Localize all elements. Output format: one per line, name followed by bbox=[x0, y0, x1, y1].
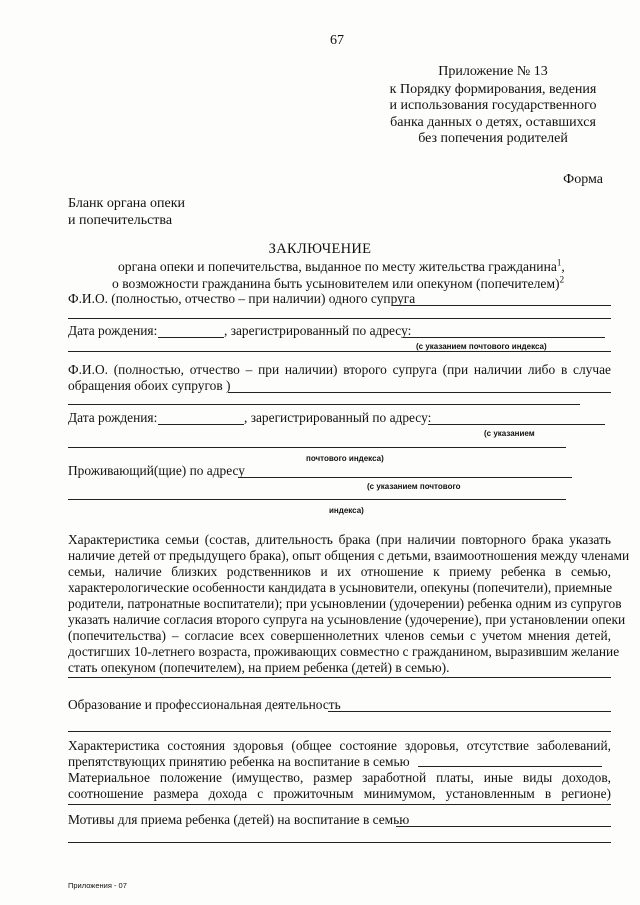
postal-hint-2a: (с указанием bbox=[484, 429, 535, 438]
dob2-label: Дата рождения: bbox=[68, 410, 158, 425]
material-field[interactable] bbox=[68, 804, 611, 805]
residing-field[interactable] bbox=[238, 477, 572, 478]
family-char-line: родители, патронатные воспитатели); при усыновлении (удочерении) ребенка одним из супругов bbox=[68, 596, 622, 611]
fio-spouse2-label-2: обращения обоих супругов ) bbox=[68, 378, 231, 393]
address2-field-cont[interactable] bbox=[68, 447, 566, 448]
address1-field[interactable] bbox=[403, 337, 605, 338]
authority-blank-line: Бланк органа опеки bbox=[68, 196, 186, 211]
family-char-line: семьи, наличие близких родственников и их отношение к приему ребенка в семью, bbox=[68, 564, 611, 579]
fio-spouse1-field[interactable] bbox=[393, 305, 611, 306]
health-line: Характеристика состояния здоровья (общее состояние здоровья, отсутствие заболеваний, bbox=[68, 738, 611, 753]
family-char-line: стать опекуном (попечителем), на прием ребенка (детей) в семью). bbox=[68, 660, 450, 675]
health-field[interactable] bbox=[418, 766, 602, 767]
material-line: соотношение размера дохода с прожиточным минимумом, установленным в регионе) bbox=[68, 786, 611, 801]
registered1-label: , зарегистрированный по адресу: bbox=[224, 323, 412, 338]
family-char-line: характерологические особенности кандидата в усыновители, опекуны (попечители), приемные bbox=[68, 580, 613, 595]
subtitle-2-text: о возможности гражданина быть усыновителем или опекуном (попечителем) bbox=[112, 276, 560, 291]
appendix-line: и использования государственного bbox=[389, 98, 597, 113]
material-line: Материальное положение (имущество, размер заработной платы, иные виды доходов, bbox=[68, 770, 611, 785]
fio-spouse2-field[interactable] bbox=[228, 392, 611, 393]
postal-hint-2b: почтового индекса) bbox=[306, 454, 384, 463]
authority-blank-line: и попечительства bbox=[68, 213, 173, 228]
address1-field-cont[interactable] bbox=[68, 351, 611, 352]
residing-label: Проживающий(щие) по адресу bbox=[68, 463, 245, 478]
appendix-line: к Порядку формирования, ведения bbox=[389, 81, 597, 97]
family-char-line: достигших 10-летнего возраста, проживающих совместно с гражданином, выразившим желание bbox=[68, 644, 620, 659]
document-subtitle-1: органа опеки и попечительства, выданное по месту жительства гражданина$^1$, bbox=[118, 257, 565, 274]
fio-spouse2-label: Ф.И.О. (полностью, отчество – при наличии) второго супруга (при наличии либо в случае bbox=[68, 362, 611, 377]
family-char-line: Характеристика семьи (состав, длительность брака (при наличии повторного брака указать bbox=[68, 532, 611, 547]
registered2-label: , зарегистрированный по адресу: bbox=[244, 410, 432, 425]
postal-hint-3b: индекса) bbox=[329, 506, 364, 515]
appendix-line: Приложение № 13 bbox=[438, 64, 548, 79]
family-char-line: (попечительства) – согласие всех совершеннолетних членов семьи с учетом мнения детей, bbox=[68, 628, 611, 643]
fio-spouse1-field-cont[interactable] bbox=[68, 318, 611, 319]
motives-field[interactable] bbox=[396, 826, 611, 827]
authority-blank bbox=[68, 195, 185, 229]
education-field-cont[interactable] bbox=[68, 731, 611, 732]
footer-label: Приложения - 07 bbox=[68, 881, 127, 890]
motives-field-cont[interactable] bbox=[68, 842, 611, 843]
education-field[interactable] bbox=[328, 711, 611, 712]
appendix-line: без попечения родителей bbox=[418, 131, 568, 146]
appendix-line: банка данных о детях, оставшихся bbox=[390, 114, 596, 130]
footnote-ref-1: 1 bbox=[556, 257, 562, 268]
form-label: Форма bbox=[563, 172, 603, 187]
family-char-field[interactable] bbox=[68, 677, 611, 678]
appendix-block bbox=[383, 64, 603, 148]
motives-label: Мотивы для приема ребенка (детей) на воспитание в семью bbox=[68, 812, 410, 827]
postal-hint-3a: (с указанием почтового bbox=[367, 482, 461, 491]
postal-hint-1: (с указанием почтового индекса) bbox=[416, 342, 547, 351]
education-label: Образование и профессиональная деятельность bbox=[68, 697, 341, 712]
family-char-line: указать наличие согласия второго супруга на усыновление (удочерение), при установлении опеки bbox=[68, 612, 626, 627]
page-number: 67 bbox=[330, 33, 344, 48]
dob2-field[interactable] bbox=[158, 424, 244, 425]
dob1-field[interactable] bbox=[158, 337, 224, 338]
address2-field[interactable] bbox=[428, 424, 605, 425]
fio-spouse1-label: Ф.И.О. (полностью, отчество – при наличии) одного супруга bbox=[68, 291, 416, 306]
residing-field-cont[interactable] bbox=[68, 499, 566, 500]
document-title: ЗАКЛЮЧЕНИЕ bbox=[268, 241, 372, 257]
fio-spouse2-field-cont[interactable] bbox=[68, 404, 580, 405]
family-char-line: наличие детей от предыдущего брака), опыт общения с детьми, взаимоотношения между членами bbox=[68, 548, 630, 563]
footnote-ref-2: 2 bbox=[559, 274, 565, 285]
dob1-label: Дата рождения: bbox=[68, 323, 158, 338]
subtitle-1-text: органа опеки и попечительства, выданное по месту жительства гражданина bbox=[118, 259, 557, 274]
document-subtitle-2 bbox=[112, 276, 564, 292]
health-line: препятствующих принятию ребенка на воспитание в семью bbox=[68, 754, 410, 769]
